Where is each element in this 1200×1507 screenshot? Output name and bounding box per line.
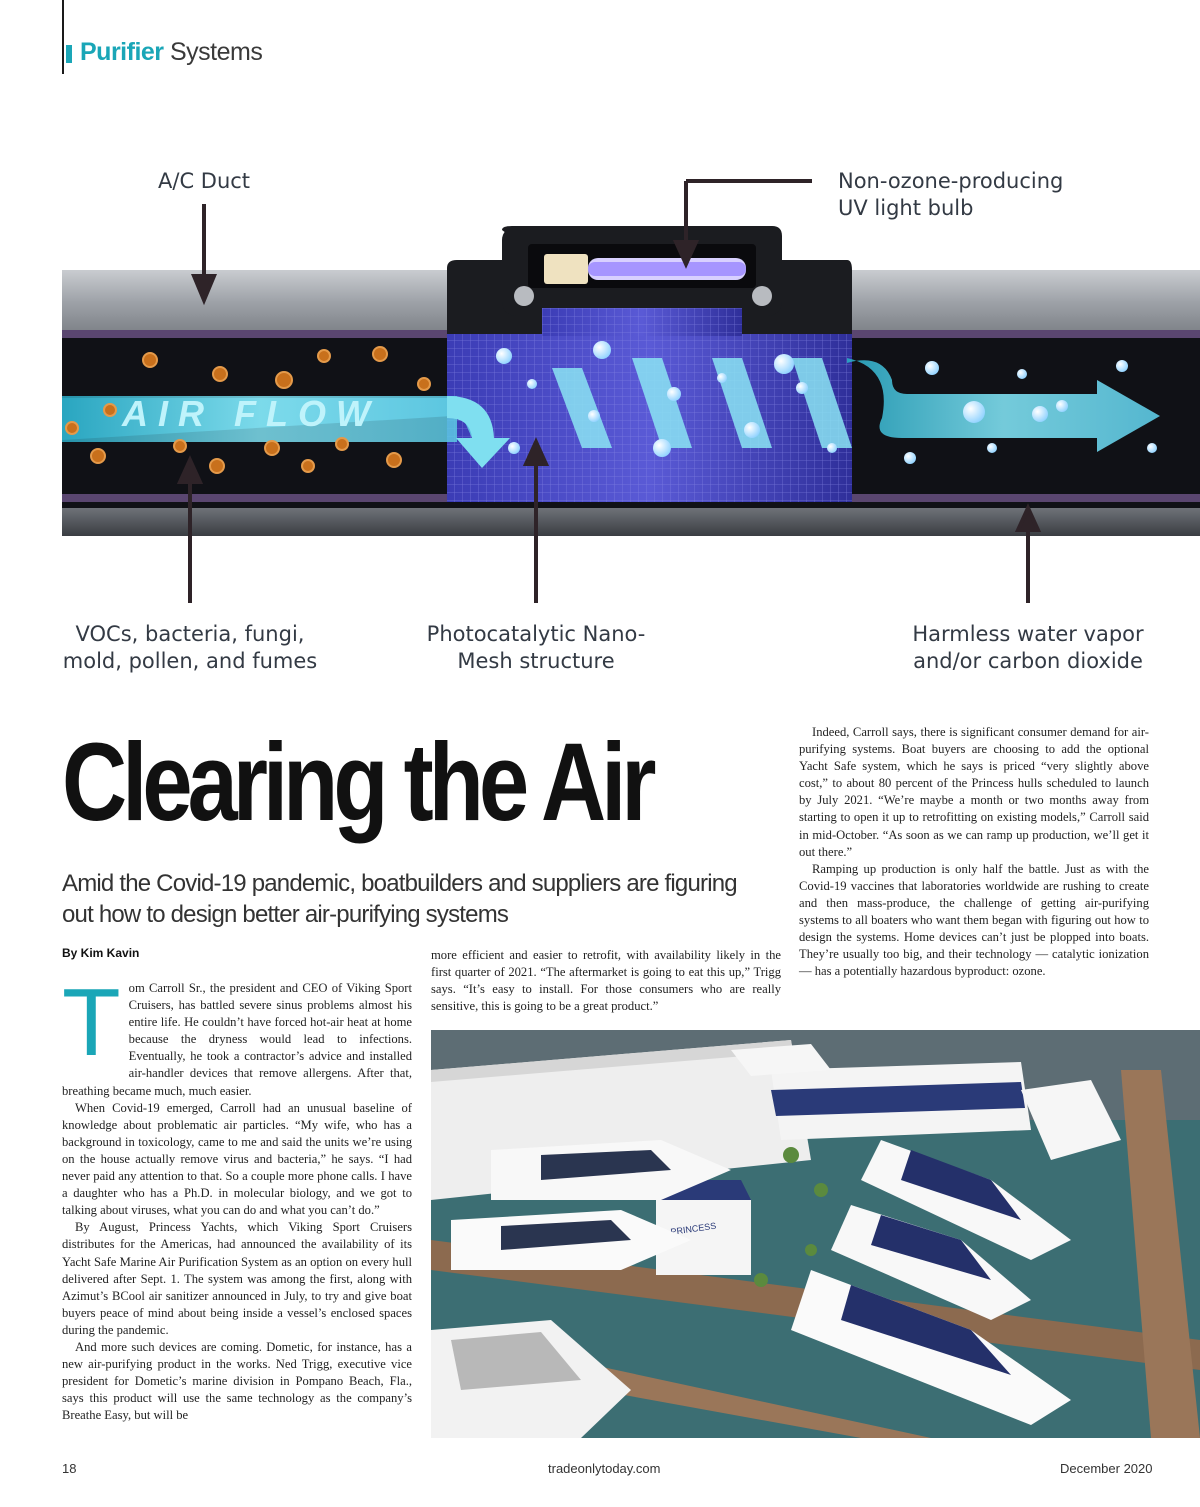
label-mesh-line1: Photocatalytic Nano- xyxy=(426,622,646,646)
paragraph: Tom Carroll Sr., the president and CEO of Viking Sport Cruisers, has battled severe sinus problems almost his entire life. He couldn’t have forced hot-air heat at home because the dryness would lead to infections. Eventually, he took a contractor’s advice and installed air-handler devices that remove allergens. After that, breathing became much, much easier. xyxy=(62,969,412,1098)
screw xyxy=(752,286,772,306)
label-vocs-line1: VOCs, bacteria, fungi, xyxy=(75,622,305,646)
paragraph: By August, Princess Yachts, which Viking Sport Cruisers distributes for the Americas, had announced the availability of its Yacht Safe Marine Air Purification System as an option on every hull delivered after Sept. 1. The system was among the first, along with Azimut’s BCool air sanitizer announced in July, to try and give boat buyers peace of mind about being inside a vessel’s enclosed spaces during the pandemic. xyxy=(62,1220,412,1337)
label-uv-bulb-line2: UV light bulb xyxy=(838,196,974,220)
body-column-2 xyxy=(431,947,781,1015)
section-label xyxy=(80,38,262,67)
byline: By Kim Kavin xyxy=(62,946,140,960)
paragraph: When Covid-19 emerged, Carroll had an unusual baseline of knowledge about problematic air particles. “My wife, who has a background in toxicology, came to me and said the units we’re using on the house actually remove virus and bacteria,” he says. “I had never paid any attention to that. So a couple more phone calls. I have a daughter who has a Ph.D. in molecular biology, and we got to talking about viruses, what you can do and what you can’t do.” xyxy=(62,1100,412,1218)
paragraph: Indeed, Carroll says, there is significant consumer demand for air-purifying systems. Boat buyers are choosing to add the optional Yacht Safe system, which he says is priced “very slightly above cost,” to about 80 percent of the Princess hulls scheduled to launch by July 2021. “We’re maybe a month or two months away from starting to open it up to retrofitting on existing models,” Carroll said in mid-October. “As soon as we can ramp up production, we’ll get it out there.” xyxy=(799,725,1149,859)
section-label-bold: Purifier xyxy=(80,38,164,66)
body-column-1 xyxy=(62,969,412,1424)
label-mesh-line2: Mesh structure xyxy=(457,649,615,673)
label-vocs-line2: mold, pollen, and fumes xyxy=(62,649,318,673)
website: tradeonlytoday.com xyxy=(548,1461,661,1476)
label-ac-duct: A/C Duct xyxy=(158,169,251,193)
paragraph: And more such devices are coming. Dometic, for instance, has a new air-purifying product in the works. Ned Trigg, executive vice president for Dometic’s marine division in Pompano Beach, Fla., says this product will use the same technology as the company’s Breathe Easy, but will be xyxy=(62,1339,412,1423)
section-marker xyxy=(66,45,72,63)
body-column-3 xyxy=(799,724,1149,980)
drop-cap: T xyxy=(62,969,121,1076)
article-deck: Amid the Covid-19 pandemic, boatbuilders and suppliers are figuring out how to design better air-purifying systems xyxy=(62,870,737,928)
marina-photo xyxy=(431,1030,1200,1438)
page-number: 18 xyxy=(62,1461,77,1476)
article-title: Clearing the Air xyxy=(62,721,652,844)
paragraph: more efficient and easier to retrofit, with availability likely in the first quarter of 2021. “The aftermarket is going to eat this up,” Trigg says. “It’s easy to install. For those consumers who are really sensitive, this is going to be a great product.” xyxy=(431,948,781,1014)
label-vapor-line1: Harmless water vapor xyxy=(912,622,1144,646)
issue-date: December 2020 xyxy=(1060,1461,1153,1476)
purifier-diagram xyxy=(62,148,1200,688)
airflow-label: AIR FLOW xyxy=(122,393,380,434)
section-label-rest: Systems xyxy=(163,38,263,66)
label-vapor-line2: and/or carbon dioxide xyxy=(913,649,1143,673)
screw xyxy=(514,286,534,306)
uv-bulb-base xyxy=(544,254,588,284)
label-uv-bulb-line1: Non-ozone-producing xyxy=(838,169,1064,193)
princess-sign: PRINCESS xyxy=(669,1220,717,1237)
paragraph: Ramping up production is only half the battle. Just as with the Covid-19 vaccines that laboratories worldwide are rushing to create and then mass-produce, the challenge of getting air-purifying systems to all boaters who want them began with figuring out how to design the systems. Home devices can’t just be plopped into boats. They’re usually too big, and their technology — catalytic ionization — has a potentially hazardous byproduct: ozone. xyxy=(799,861,1149,979)
header-rule xyxy=(62,0,64,74)
